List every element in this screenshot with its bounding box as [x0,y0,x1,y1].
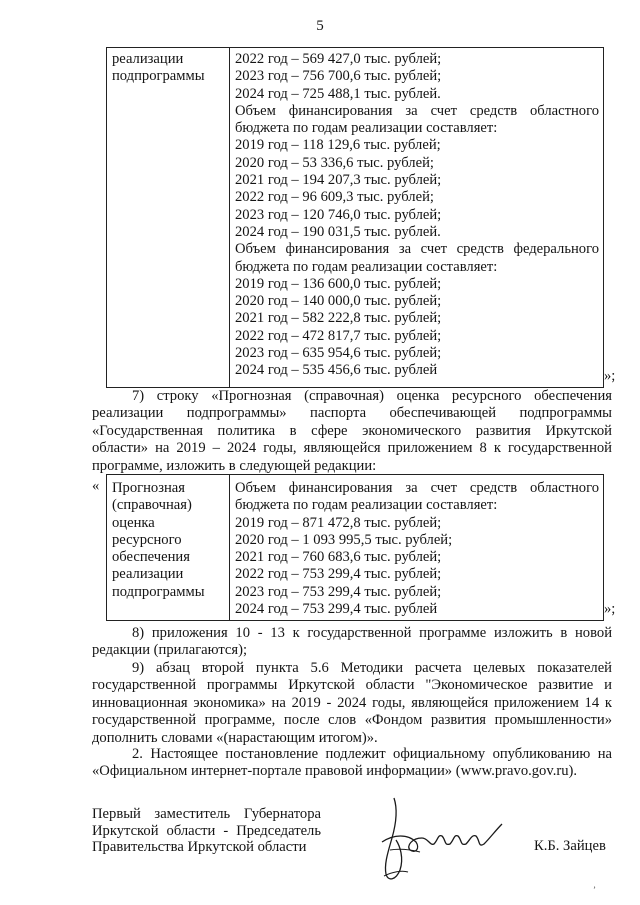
paragraph-line: государственной программы Иркутской области "Экономическое развитие и [92,677,612,694]
table-right-cell-line: 2021 год – 582 222,8 тыс. рублей; [235,310,442,327]
table-right-cell-line: 2023 год – 753 299,4 тыс. рублей; [235,583,442,600]
paragraph-line: 8) приложения 10 - 13 к государственной программе изложить в новой [132,625,612,641]
table-left-column [112,480,205,601]
table1-closing-quote: »; [604,368,616,384]
paragraph-line: «Государственная политика в сфере экономического развития Иркутской [92,422,612,439]
paragraph-line: 7) строку «Прогнозная (справочная) оценка ресурсного обеспечения [132,388,612,404]
table-right-cell-line: 2021 год – 760 683,6 тыс. рублей; [235,549,442,566]
table-left-cell-line: Прогнозная [112,480,185,496]
table-left-cell-line: оценка [112,514,155,531]
table-right-cell-line: 2022 год – 472 817,7 тыс. рублей; [235,327,442,344]
table-right-cell-line: бюджета по годам реализации составляет: [235,120,498,137]
signatory-title-line: Иркутской области - Председатель [92,822,321,839]
table-left-cell-line: ресурсного [112,531,182,548]
table-right-cell-line: 2022 год – 753 299,4 тыс. рублей; [235,566,442,583]
table-right-cell-line: Объем финансирования за счет средств федерального [235,241,599,258]
table-right-cell-line: Объем финансирования за счет средств областного [235,480,599,496]
table-right-cell-line: 2024 год – 190 031,5 тыс. рублей. [235,223,441,240]
paragraph-line: 9) абзац второй пункта 5.6 Методики расчета целевых показателей [132,660,612,676]
table-right-cell-line: 2020 год – 1 093 995,5 тыс. рублей; [235,531,453,548]
table-right-cell-line: 2023 год – 635 954,6 тыс. рублей; [235,345,442,362]
table-left-cell-line: подпрограммы [112,583,205,600]
table-right-cell-line: 2024 год – 753 299,4 тыс. рублей [235,601,438,618]
table-left-cell-line: обеспечения [112,549,190,566]
table-left-cell-line: реализации [112,51,184,67]
paragraph-line: 2. Настоящее постановление подлежит официальному опубликованию на [132,746,612,762]
paragraph-line: области» на 2019 – 2024 годы, являющейся приложением 8 к государственной [92,440,612,457]
table-column-divider [229,48,230,387]
signatory-title-line: Правительства Иркутской области [92,839,307,856]
table-left-cell-line: подпрограммы [112,68,205,85]
table-right-cell-line: Объем финансирования за счет средств областного [235,102,599,119]
table-right-cell-line: 2021 год – 194 207,3 тыс. рублей; [235,172,442,189]
table-right-cell-line: 2019 год – 871 472,8 тыс. рублей; [235,514,442,531]
financing-table-continuation [106,47,604,388]
paragraph-item-2 [92,746,612,781]
table-right-cell-line: бюджета по годам реализации составляет: [235,258,498,275]
table2-closing-quote: »; [604,601,616,617]
paragraph-line: дополнить словами «(нарастающим итогом)». [92,729,378,746]
page-number: 5 [316,18,324,34]
financing-table-new-edition [106,474,604,621]
paragraph-item-7 [92,388,612,475]
table-right-cell-line: 2022 год – 96 609,3 тыс. рублей; [235,189,434,206]
paragraph-line: реализации подпрограммы» паспорта обеспечивающей подпрограммы [92,405,612,422]
paragraph-line: государственной программе, после слов «Фондом развития промышленности» [92,712,612,729]
table-right-cell-line: 2020 год – 140 000,0 тыс. рублей; [235,293,442,310]
table-right-column [235,480,599,618]
table-column-divider [229,475,230,620]
paragraph-item-8 [92,625,612,660]
table-right-cell-line: 2023 год – 756 700,6 тыс. рублей; [235,68,442,85]
paragraph-line: инновационная экономика» на 2019 - 2024 годы, являющейся приложением 14 к [92,694,612,711]
table2-open-quote: « [92,478,100,494]
paragraph-line: редакции (прилагаются); [92,642,248,659]
table-right-cell-line: 2023 год – 120 746,0 тыс. рублей; [235,206,442,223]
handwritten-signature [372,790,522,890]
table-right-column [235,51,599,380]
table-right-cell-line: 2024 год – 725 488,1 тыс. рублей. [235,85,441,102]
scan-mark: ’ [593,885,596,895]
signatory-title [92,806,321,856]
table-right-cell-line: 2022 год – 569 427,0 тыс. рублей; [235,51,442,67]
table-right-cell-line: 2020 год – 53 336,6 тыс. рублей; [235,154,434,171]
signatory-title-line: Первый заместитель Губернатора [92,806,321,822]
table-left-cell-line: реализации [112,566,184,583]
table-right-cell-line: 2024 год – 535 456,6 тыс. рублей [235,362,438,379]
table-left-cell-line: (справочная) [112,497,192,514]
table-right-cell-line: 2019 год – 136 600,0 тыс. рублей; [235,275,442,292]
paragraph-line: программе, изложить в следующей редакции: [92,457,377,474]
table-left-column [112,51,205,86]
table-right-cell-line: 2019 год – 118 129,6 тыс. рублей; [235,137,441,154]
paragraph-line: «Официальном интернет-портале правовой информации» (www.pravo.gov.ru). [92,763,578,780]
signatory-name: К.Б. Зайцев [534,838,606,854]
paragraph-item-9 [92,660,612,747]
table-right-cell-line: бюджета по годам реализации составляет: [235,497,498,514]
